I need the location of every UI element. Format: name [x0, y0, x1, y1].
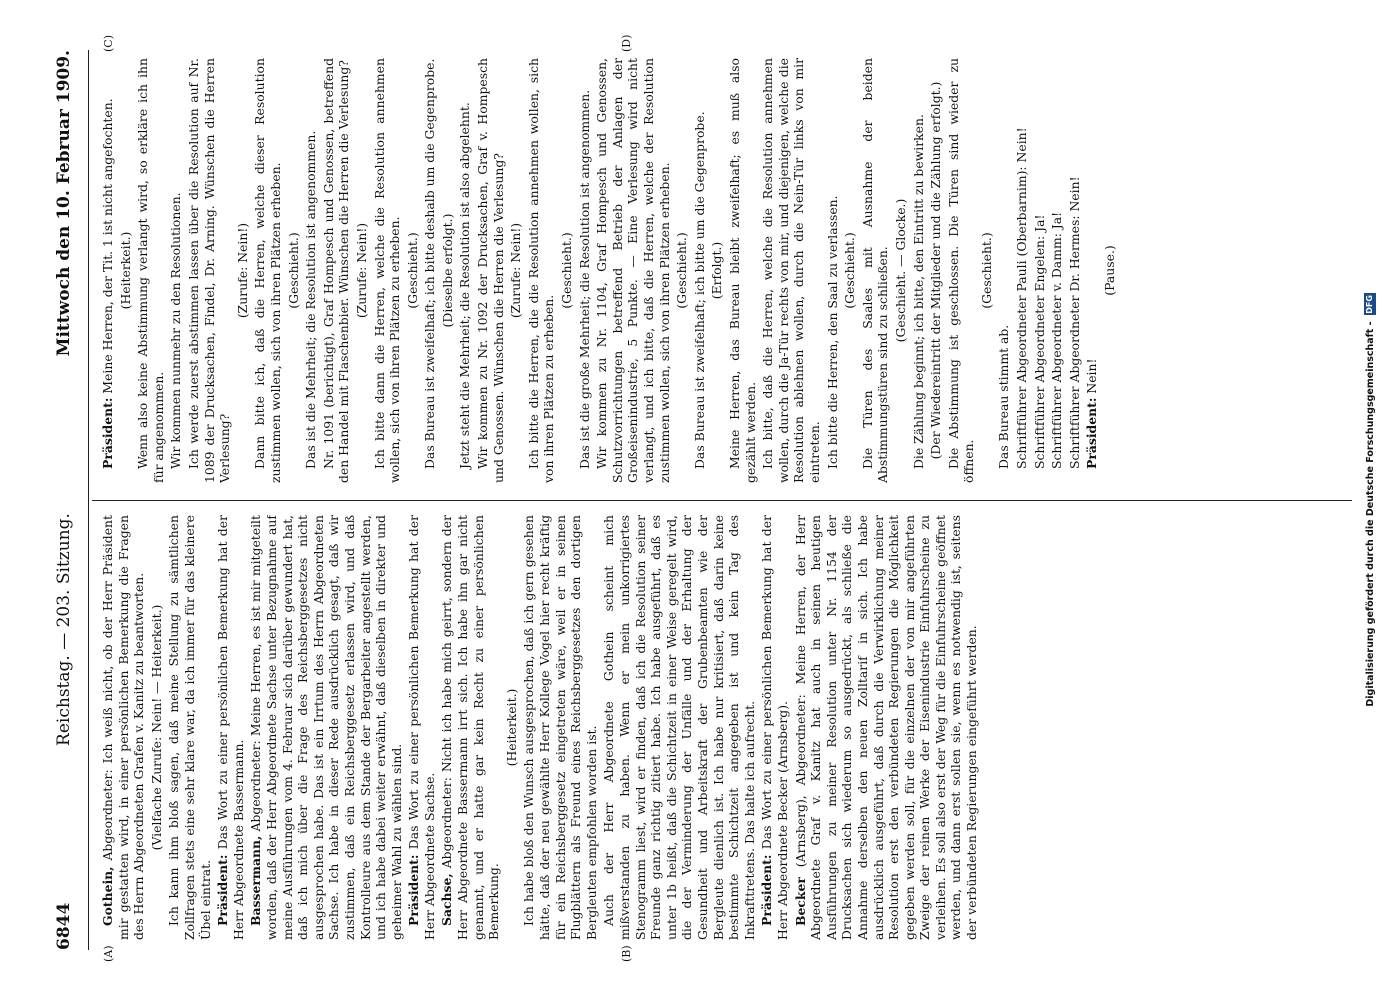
speaker-name: Sachse,: [439, 873, 455, 926]
paragraph-text: Die Zählung beginnt; ich bitte, den Eintritt zu bewirken.: [910, 114, 926, 469]
credit-text: Digitalisierung gefördert durch die Deutsche Forschungsgemeinschaft -: [1364, 321, 1376, 707]
paragraph: [1014, 58, 1030, 483]
header-rule: [88, 50, 89, 950]
paragraph: [439, 515, 501, 940]
paragraph-text: (Zurufe: Nein!): [508, 222, 524, 319]
page-number: 6844: [54, 902, 74, 950]
paragraph-text: (Geschieht.): [674, 232, 690, 309]
paragraph: [526, 58, 557, 483]
paragraph-text: Die Abstimmung ist geschlossen. Die Türen sind wieder zu öffnen.: [945, 58, 977, 483]
speaker-name: Gothein,: [100, 866, 115, 926]
dfg-logo-icon: DFG: [1365, 295, 1374, 314]
paragraph: [860, 58, 891, 483]
paragraph: [168, 58, 184, 483]
paragraph: [674, 58, 690, 483]
paragraph-text: Ich bitte, daß die Herren, welche die Resolution annehmen wollen, durch die Ja-Tür rechts von mir, und diejenigen, welche die Resolution ablehnen wollen, durch die Nein-Tür links von mir eintreten.: [760, 58, 822, 483]
paragraph-text: Abgeordneter: Meine Herren, es ist mir mitgeteilt worden, daß der Herr Abgeordnete Sachse unter Bezugnahme auf meine Ausführungen vom 4. Februar sich darüber gewundert hat, daß ich mich über die Frage des Reichsberggesetzes nicht ausgesprochen habe. Das ist ein Irrtum des Herrn Abgeordneten Sachse. Ich habe in dieser Rede ausdrücklich gesagt, daß wir zustimmen, daß ein Reichsberggesetz erlassen wird, und daß Kontrolleure aus dem Stande der Bergarbeiter angestellt werden, und ich habe dabei weiter erwähnt, daß dieselben in direkter und geheimer Wahl zu wählen sind.: [248, 515, 404, 940]
paragraph-text: Wir kommen nunmehr zu den Resolutionen.: [168, 192, 184, 469]
paragraph: [286, 58, 302, 483]
paragraph: [303, 58, 319, 483]
paragraph-text: Ich habe bloß den Wunsch ausgesprochen, daß ich gern gesehen hätte, daß der neu gewählte Herr Kollege Vogel hier recht kräftig für ein Reichsberggesetz eingetreten wäre, weil er in seinen Flugblättern als Freund eines Reichsberggesetzes den dortigen Bergleuten empfohlen worden ist.: [521, 515, 599, 940]
margin-letter-d: (D): [620, 34, 633, 52]
paragraph-text: (Zurufe: Nein!): [234, 222, 250, 319]
paragraph: [215, 515, 246, 940]
paragraph: [521, 515, 599, 940]
paragraph-text: (Zurufe: Nein!): [353, 222, 369, 319]
paragraph: [946, 58, 977, 483]
paragraph: [440, 58, 456, 483]
paragraph-text: Das Bureau ist zweifelhaft; ich bitte um die Gegenprobe.: [691, 111, 707, 469]
paragraph: [186, 58, 233, 483]
speaker-name: Bassermann,: [248, 835, 264, 926]
paragraph-text: (Geschieht.): [842, 232, 858, 309]
paragraph: [577, 58, 593, 483]
paragraph-text: Meine Herren, das Bureau bleibt zweifelhaft; es muß also gezählt werden.: [726, 58, 758, 483]
paragraph-text: Nr. 1091 (berichtigt), Graf Hompesch und Genossen, betreffend den Handel mit Flaschenbier. Wünschen die Herren die Verlesung?: [320, 58, 352, 483]
paragraph-text: Auch der Herr Abgeordnete Gothein scheint mich mißverstanden zu haben. Wenn er mein unkorrigiertes Stenogramm liest, wird er finden, daß ich die Resolution seiner Freunde ganz richtig zitiert habe. Ich habe ausgeführt, daß es unter 1b heißt, daß die Schichtzeit in einer Weise geregelt wird, die der Verminderung der Unfälle und der Erhaltung der Gesundheit und Arbeitskraft der Grubenbeamten wie der Bergleute dienlich ist. Ich habe nur kritisiert, daß darin keine bestimmte Schichtzeit angegeben ist und kein Tag des Inkrafttretens. Das halte ich aufrecht.: [601, 515, 757, 940]
paragraph: [928, 58, 944, 483]
paragraph-text: (Arnsberg), Abgeordneter: Meine Herren, der Herr Abgeordnete Graf v. Kanitz hat auch in seinen heutigen Ausführungen zu meiner Resolution unter Nr. 1154 der Drucksachen sich wiederum so ausgedrückt, als schließe die Annahme derselben den neuen Zolltarif in sich. Ich habe ausdrücklich ausgeführt, daß durch die Verwirklichung meiner Resolution erst den verbündeten Regierungen die Möglichkeit gegeben werden soll, für die einzelnen der von mir angeführten Zweige der reinen Werke der Eisenindustrie Einfuhrscheine zu verleihen. Es soll also erst der Weg für die Einfuhrscheine geöffnet werden, und dann erst sollen sie, wenn es notwendig ist, seitens der verbündeten Regierungen eingeführt werden.: [792, 515, 980, 940]
paragraph: [508, 58, 524, 483]
paragraph: [252, 58, 283, 483]
paragraph-text: Ich bitte die Herren, die die Resolution annehmen wollen, sich von ihren Plätzen zu erheben.: [525, 58, 557, 483]
paragraph-text: Das Bureau stimmt ab.: [996, 324, 1012, 469]
paragraph-text: Wenn also keine Abstimmung verlangt wird, so erkläre ich ihn für angenommen.: [135, 58, 166, 483]
paragraph-text: (Geschieht.): [285, 232, 301, 309]
paragraph: [166, 515, 213, 940]
margin-letter-b: (B): [620, 945, 633, 962]
paragraph: [1032, 58, 1048, 483]
paragraph: [709, 58, 725, 483]
paragraph: [1102, 58, 1118, 483]
paragraph: [406, 515, 437, 940]
paragraph-text: (Geschieht. — Glocke.): [892, 198, 908, 343]
session-title: Reichstag. — 203. Sitzung.: [54, 513, 74, 746]
paragraph-text: Nein!: [1084, 358, 1100, 398]
paragraph: [1084, 58, 1100, 483]
paragraph: [457, 58, 473, 483]
paragraph: [979, 58, 995, 483]
speaker-name: Präsident:: [406, 854, 422, 926]
paragraph-text: (Geschieht.): [559, 232, 575, 309]
margin-letter-c: (C): [102, 35, 115, 52]
paragraph-text: Jetzt steht die Mehrheit; die Resolution ist also abgelehnt.: [457, 102, 473, 469]
paragraph: [149, 515, 165, 940]
paragraph-text: (Heiterkeit.): [503, 688, 519, 767]
speaker-name: Präsident:: [1084, 397, 1100, 469]
paragraph: [504, 515, 520, 940]
paragraph: [1049, 58, 1065, 483]
paragraph-text: Die Türen des Saales mit Ausnahme der beiden Abstimmungstüren sind zu schließen.: [859, 58, 891, 483]
paragraph: [911, 58, 927, 483]
paragraph: [760, 58, 822, 483]
paragraph-text: Das Bureau ist zweifelhaft; ich bitte deshalb um die Gegenprobe.: [422, 58, 438, 469]
paragraph-text: Ich bitte die Herren, den Saal zu verlassen.: [824, 195, 840, 469]
speaker-name: Präsident:: [759, 854, 775, 926]
paragraph: [594, 58, 672, 483]
paragraph: [692, 58, 708, 483]
paragraph: [727, 58, 758, 483]
paragraph: [759, 515, 790, 940]
paragraph: [235, 58, 251, 483]
paragraph-text: Ich werde zuerst abstimmen lassen über die Resolution auf Nr. 1089 der Drucksachen, Findel, Dr. Arning. Wünschen die Herren Verlesung?: [185, 58, 233, 483]
column-divider: [92, 500, 1352, 501]
paragraph: [405, 58, 421, 483]
speaker-name: Präsident:: [100, 397, 115, 469]
paragraph-text: Wir kommen zu Nr. 1104, Graf Hompesch und Genossen, Schutzvorrichtungen betreffend Betrieb der Anlagen der Großeisenindustrie, 5 Punkte. — Eine Verlesung wird nicht verlangt, und ich bitte, daß die Herren, welche der Resolution zustimmen wollen, sich von ihren Plätzen erheben.: [594, 58, 672, 483]
paragraph: [1067, 58, 1083, 483]
speaker-name: Präsident:: [215, 854, 231, 926]
paragraph: [100, 58, 116, 483]
paragraph: [321, 58, 352, 483]
speaker-name: Becker: [792, 877, 808, 926]
paragraph: [793, 515, 980, 940]
paragraph-text: (Heiterkeit.): [117, 231, 133, 310]
paragraph-text: (Der Wiedereintritt der Mitglieder und die Zählung erfolgt.): [928, 81, 944, 460]
paragraph: [475, 58, 506, 483]
paragraph: [996, 58, 1012, 483]
paragraph: [559, 58, 575, 483]
paragraph: [248, 515, 404, 940]
paragraph: [135, 58, 166, 483]
page-header: [54, 50, 84, 950]
paragraph-text: Das Wort zu einer persönlichen Bemerkung hat der Herr Abgeordnete Sachse.: [406, 515, 437, 940]
paragraph-text: Abgeordneter: Nicht ich habe mich geirrt, sondern der Herr Abgeordnete Bassermann irrt sich. Ich habe ihn gar nicht genannt, und er hatte gar kein Recht zu einer persönlichen Bemerkung.: [439, 515, 502, 940]
paragraph-text: (Erfolgt.): [709, 241, 725, 300]
paragraph: [842, 58, 858, 483]
paragraph: [422, 58, 438, 483]
paragraph-text: Meine Herren, der Tit. 1 ist nicht angefochten.: [100, 98, 115, 398]
paragraph-text: Schriftführer Abgeordneter v. Damm: Ja!: [1049, 211, 1065, 469]
paragraph: [601, 515, 757, 940]
session-date: Mittwoch den 10. Februar 1909.: [54, 50, 74, 357]
paragraph: [825, 58, 841, 483]
paragraph-text: Das ist die Mehrheit; die Resolution ist angenommen.: [303, 130, 319, 469]
paragraph: [372, 58, 403, 483]
paragraph-text: (Dieselbe erfolgt.): [439, 213, 455, 328]
paragraph: [893, 58, 909, 483]
paragraph-text: Ich kann ihm bloß sagen, daß meine Stellung zu sämtlichen Zollfragen stets eine sehr klare war, da ich immer für das kleinere Übel eintrat.: [166, 515, 213, 940]
paragraph-text: Schriftführer Abgeordneter Engelen: Ja!: [1031, 214, 1047, 469]
paragraph-text: (Vielfache Zurufe: Nein! — Heiterkeit.): [148, 604, 164, 851]
paragraph-text: Schriftführer Abgeordneter Pauli (Oberbarnim): Nein!: [1014, 127, 1030, 469]
margin-letter-a: (A): [102, 945, 115, 962]
paragraph-text: Das Wort zu einer persönlichen Bemerkung hat der Herr Abgeordnete Bassermann.: [215, 515, 246, 940]
paragraph: [118, 58, 134, 483]
right-column: [100, 58, 1345, 483]
paragraph-text: Das ist die große Mehrheit; die Resolution ist angenommen.: [576, 89, 592, 469]
paragraph-text: (Pause.): [1102, 245, 1118, 296]
paragraph-text: Ich bitte dann die Herren, welche die Resolution annehmen wollen, sich von ihren Plätzen zu erheben.: [371, 58, 403, 483]
paragraph-text: Schriftführer Abgeordneter Dr. Hermes: Nein!: [1066, 176, 1082, 469]
paragraph-text: Dann bitte ich, daß die Herren, welche dieser Resolution zustimmen wollen, sich von ihren Plätzen erheben.: [252, 58, 283, 483]
paragraph-text: (Geschieht.): [978, 232, 994, 309]
paragraph-text: (Geschieht.): [404, 232, 420, 309]
paragraph-text: Abgeordneter: Ich weiß nicht, ob der Herr Präsident mir gestatten wird, in einer persönlichen Bemerkung die Fragen des Herrn Abgeordneten Grafen v. Kanitz zu beantworten.: [100, 515, 147, 940]
paragraph-text: Das Wort zu einer persönlichen Bemerkung hat der Herr Abgeordnete Becker (Arnsberg).: [759, 515, 790, 940]
digitization-credit: [1360, 0, 1380, 1000]
paragraph-text: Wir kommen zu Nr. 1092 der Drucksachen, Graf v. Hompesch und Genossen. Wünschen die Herren die Verlesung?: [475, 58, 506, 483]
paragraph: [354, 58, 370, 483]
left-column: [100, 515, 1345, 940]
paragraph: [100, 515, 147, 940]
